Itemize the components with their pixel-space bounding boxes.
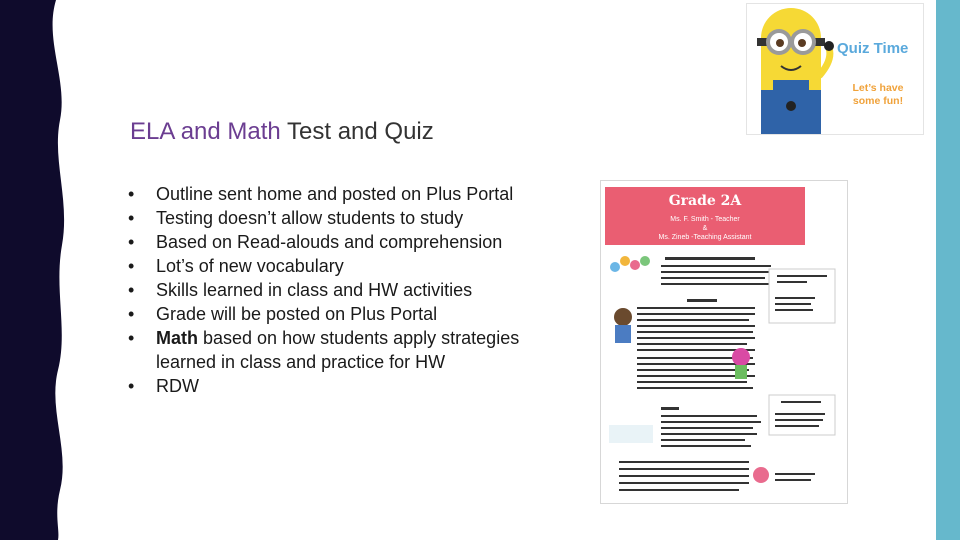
bullet-text: Outline sent home and posted on Plus Portal (156, 184, 514, 204)
title-rest: Test and Quiz (280, 118, 434, 145)
bullet-bold: Math (156, 328, 198, 348)
bullet-dot: • (128, 328, 135, 348)
quiz-time-image (746, 3, 924, 135)
slide-title (130, 116, 434, 148)
left-wave-decoration (0, 0, 80, 540)
bullet-dot: • (128, 280, 135, 300)
minion-icon (747, 4, 835, 135)
flyer-grade: Grade 2A (668, 193, 742, 209)
bullet-item (128, 302, 548, 326)
bullet-item (128, 374, 548, 398)
bullet-dot: • (128, 376, 135, 396)
bullet-item (128, 206, 548, 230)
bullet-list (128, 182, 548, 398)
quiz-time-subtitle: Let’s have some fun! (852, 82, 904, 107)
bullet-dot: • (128, 184, 135, 204)
flyer-content-graphic (601, 181, 848, 504)
bullet-text: RDW (156, 376, 199, 396)
quiz-time-title: Quiz Time (837, 40, 909, 57)
flyer-teacher-line: & (702, 225, 708, 232)
bullet-item (128, 230, 548, 254)
bullet-dot: • (128, 304, 135, 324)
right-accent-bar (936, 0, 960, 540)
class-flyer-image (600, 180, 848, 504)
bullet-item (128, 326, 548, 374)
bullet-text: Grade will be posted on Plus Portal (156, 304, 438, 324)
bullet-dot: • (128, 232, 135, 252)
bullet-text: Skills learned in class and HW activities (156, 280, 473, 300)
bullet-text: Lot’s of new vocabulary (156, 256, 344, 276)
bullet-text: based on how students apply strategies learned in class and practice for HW (156, 328, 520, 372)
bullet-dot: • (128, 208, 135, 228)
flyer-teacher-line: Ms. F. Smith - Teacher (670, 216, 740, 223)
flyer-teacher-line: Ms. Zineb -Teaching Assistant (658, 234, 752, 241)
bullet-text: Testing doesn’t allow students to study (156, 208, 464, 228)
title-highlight: ELA and Math (130, 118, 281, 145)
bullet-dot: • (128, 256, 135, 276)
bullet-item (128, 182, 548, 206)
bullet-text: Based on Read-alouds and comprehension (156, 232, 503, 252)
bullet-item (128, 278, 548, 302)
bullet-item (128, 254, 548, 278)
